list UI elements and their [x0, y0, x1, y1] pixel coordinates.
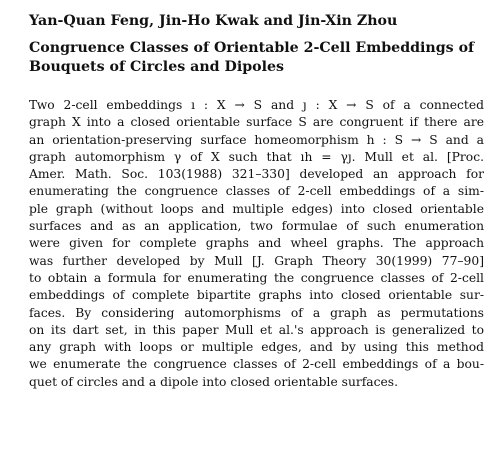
abstract-line: graph automorphism γ of X such that ıh = γȷ. Mull et al. [Proc.	[29, 149, 484, 164]
abstract-line: Two 2-cell embeddings ı : X → S and ȷ : X → S of a connected	[29, 98, 484, 112]
abstract-line: on its dart set, in this paper Mull et al.'s approach is generalized to	[29, 322, 484, 337]
paper-title	[29, 39, 484, 77]
author-list: Yan-Quan Feng, Jin-Ho Kwak and Jin-Xin Zhou	[29, 13, 398, 29]
abstract-line: to obtain a formula for enumerating the congruence classes of 2-cell	[29, 270, 484, 285]
abstract-line: enumerating the congruence classes of 2-cell embeddings of a sim-	[29, 184, 484, 199]
abstract-line: faces. By considering automorphisms of a graph as permutations	[29, 305, 484, 320]
abstract-line: any graph with loops or multiple edges, and by using this method	[29, 340, 484, 355]
abstract-line: were given for complete graphs and wheel graphs. The approach	[29, 236, 484, 251]
abstract-line: quet of circles and a dipole into closed orientable surfaces.	[29, 374, 399, 389]
abstract	[29, 97, 484, 391]
abstract-line: surfaces and as an application, two formulae of such enumeration	[29, 219, 484, 234]
abstract-line: graph X into a closed orientable surface S are congruent if there are	[29, 115, 484, 130]
abstract-line: we enumerate the congruence classes of 2-cell embeddings of a bou-	[29, 357, 484, 372]
title-line: Congruence Classes of Orientable 2-Cell Embeddings of	[29, 40, 475, 56]
abstract-line: Amer. Math. Soc. 103(1988) 321–330] developed an approach for	[29, 167, 484, 182]
title-line: Bouquets of Circles and Dipoles	[29, 59, 285, 75]
abstract-line: embeddings of complete bipartite graphs into closed orientable sur-	[29, 288, 484, 303]
abstract-line: ple graph (without loops and multiple edges) into closed orientable	[29, 201, 484, 216]
abstract-line: was further developed by Mull [J. Graph Theory 30(1999) 77–90]	[29, 253, 484, 268]
abstract-line: an orientation-preserving surface homeomorphism h : S → S and a	[29, 132, 484, 147]
